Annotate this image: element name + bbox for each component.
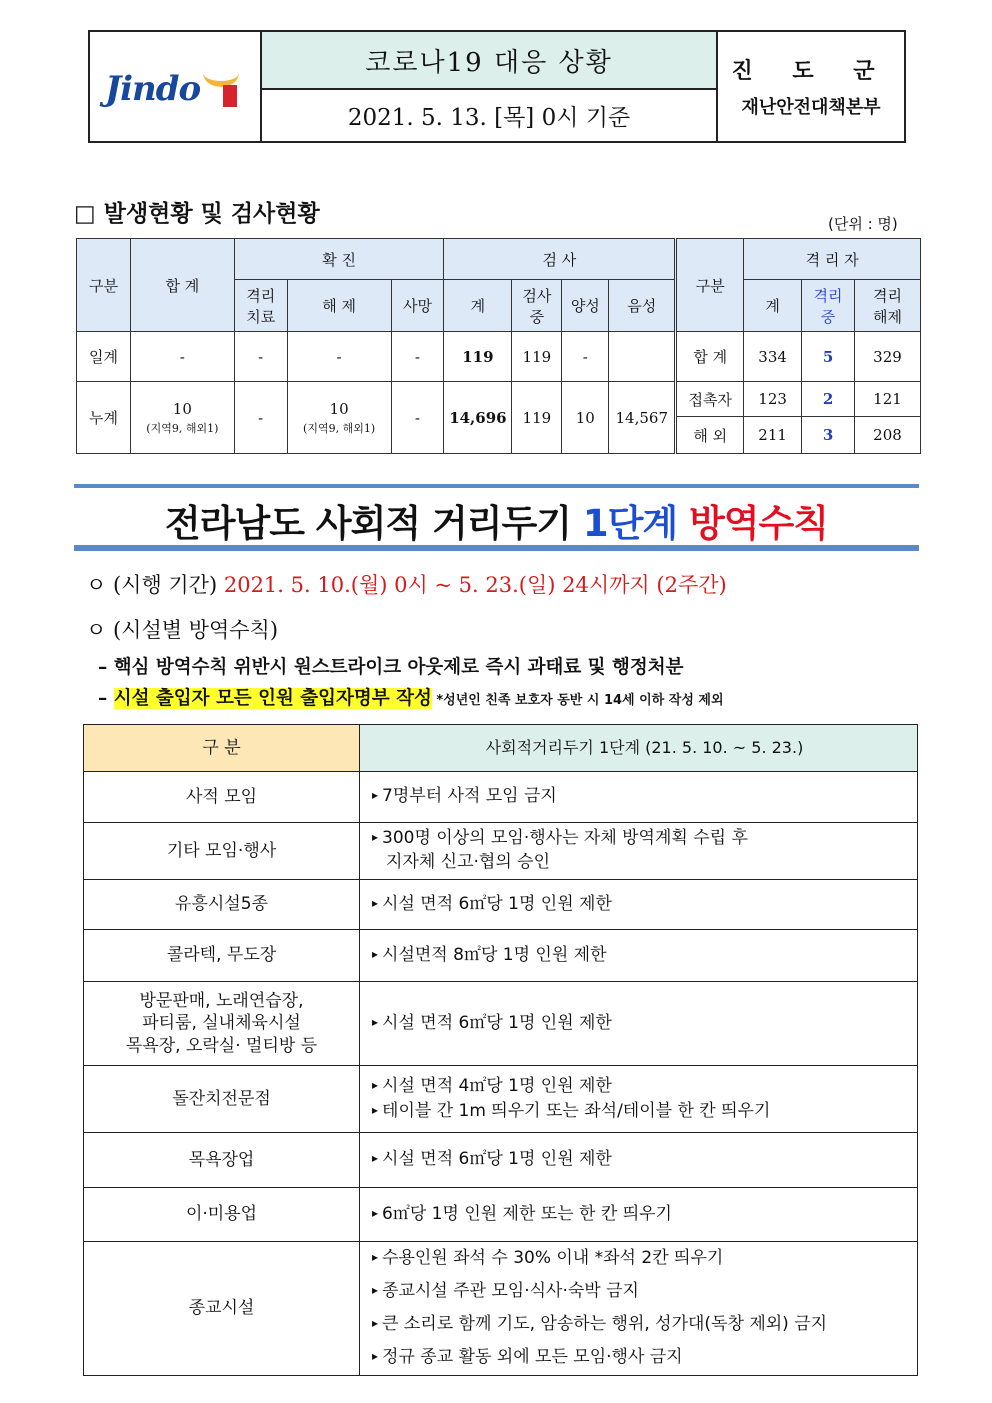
row-cumulative-treatment: -	[234, 382, 287, 454]
jindo-logo	[105, 55, 245, 115]
report-title: 코로나19 대응 상황	[261, 31, 717, 89]
q-row-sum-released: 329	[855, 332, 921, 382]
q-row-contact-isolating: 2	[802, 382, 855, 417]
rule-category: 목욕장업	[84, 1133, 360, 1188]
q-row-contact-label: 접촉자	[676, 382, 744, 417]
row-cumulative-positive: 10	[562, 382, 609, 454]
rule-category: 이·미용업	[84, 1188, 360, 1242]
row-cumulative-death: -	[391, 382, 444, 454]
stats-table	[76, 238, 921, 454]
logo-swoosh-icon	[203, 59, 239, 87]
note2-dash: –	[98, 688, 114, 709]
logo-cell	[89, 31, 261, 142]
rule-category: 기타 모임·행사	[84, 823, 360, 880]
row-cumulative-released-cell	[287, 382, 391, 454]
row-daily-testing: 119	[512, 332, 562, 382]
table-row	[84, 823, 918, 880]
q-row-overseas-total: 211	[744, 417, 802, 454]
logo-text: Jindo	[105, 68, 201, 109]
q-row-overseas-released: 208	[855, 417, 921, 454]
q-row-overseas-label: 해 외	[676, 417, 744, 454]
row-cumulative-total-cell	[130, 382, 234, 454]
rule-category: 돌잔치전문점	[84, 1066, 360, 1133]
row-daily-total: -	[130, 332, 234, 382]
row-daily-test-total: 119	[444, 332, 512, 382]
logo-seal-icon	[223, 85, 237, 107]
table-row	[84, 772, 918, 823]
rule-line: ▸ 시설 면적 6㎡당 1명 인원 제한	[372, 891, 917, 918]
q-row-contact-released: 121	[855, 382, 921, 417]
rule-category: 종교시설	[84, 1242, 360, 1376]
note2-highlight: 시설 출입자 모든 인원 출입자명부 작성	[113, 688, 432, 709]
rules-table	[83, 724, 918, 1376]
rule-line: ▸ 시설 면적 6㎡당 1명 인원 제한	[372, 1010, 917, 1037]
header-released: 해 제	[287, 280, 391, 332]
rule-cell	[360, 1188, 918, 1242]
period-value: 2021. 5. 10.(월) 0시 ~ 5. 23.(일) 24시까지 (2주간)	[223, 573, 727, 597]
row-daily-positive: -	[562, 332, 609, 382]
row-cumulative-released: 10	[329, 399, 349, 418]
rule-line: ▸ 7명부터 사적 모임 금지	[372, 783, 917, 810]
rule-cell	[360, 930, 918, 982]
row-daily-negative	[609, 332, 676, 382]
header-quarantine: 격 리 자	[744, 239, 921, 280]
header-testing: 검사 중	[512, 280, 562, 332]
header-test-total: 계	[444, 280, 512, 332]
rule-cell	[360, 823, 918, 880]
note2-exception: *성년인 친족 보호자 동반 시 14세 이하 작성 제외	[431, 693, 724, 708]
header-q-total: 계	[744, 280, 802, 332]
rule-line: ▸ 종교시설 주관 모임·식사·숙박 금지	[372, 1275, 917, 1308]
rule-cell	[360, 1066, 918, 1133]
q-row-contact-total: 123	[744, 382, 802, 417]
facility-heading: ㅇ (시설별 방역수칙)	[86, 618, 279, 642]
banner-top-rule	[74, 484, 919, 488]
rule-line: ▸ 큰 소리로 함께 기도, 암송하는 행위, 성가대(독창 제외) 금지	[372, 1308, 917, 1341]
table-row	[84, 1242, 918, 1376]
note-visitor-log	[98, 684, 724, 710]
report-date: 2021. 5. 13. [목] 0시 기준	[261, 89, 717, 142]
header-total: 합 계	[130, 239, 234, 332]
rule-line: ▸ 시설면적 8㎡당 1명 인원 제한	[372, 942, 917, 969]
row-cumulative-total: 10	[172, 399, 192, 418]
banner-part2: 1단계	[582, 502, 678, 545]
row-cumulative-test-total: 14,696	[444, 382, 512, 454]
header-treatment: 격리 치료	[234, 280, 287, 332]
row-daily-label: 일계	[77, 332, 131, 382]
table-row	[84, 1066, 918, 1133]
q-row-sum-label: 합 계	[676, 332, 744, 382]
header-category: 구분	[77, 239, 131, 332]
header-q-released: 격리 해제	[855, 280, 921, 332]
header-test: 검 사	[444, 239, 676, 280]
rule-line: ▸ 시설 면적 6㎡당 1명 인원 제한	[372, 1146, 917, 1173]
note-one-strike: – 핵심 방역수칙 위반시 원스트라이크 아웃제로 즉시 과태료 및 행정처분	[98, 657, 684, 678]
row-cumulative-released-sub: (지역9, 해외1)	[303, 421, 376, 435]
header-death: 사망	[391, 280, 444, 332]
table-row	[84, 982, 918, 1066]
rule-cell	[360, 772, 918, 823]
rules-header-category: 구 분	[84, 725, 360, 772]
row-cumulative-testing: 119	[512, 382, 562, 454]
rule-line: ▸ 수용인원 좌석 수 30% 이내 *좌석 2칸 띄우기	[372, 1242, 917, 1275]
rule-line: ▸ 6㎡당 1명 인원 제한 또는 한 칸 띄우기	[372, 1201, 917, 1228]
rules-header-rule: 사회적거리두기 1단계 (21. 5. 10. ~ 5. 23.)	[360, 725, 918, 772]
row-cumulative-total-sub: (지역9, 해외1)	[146, 421, 219, 435]
rule-cell	[360, 1242, 918, 1376]
header-confirmed: 확 진	[234, 239, 444, 280]
q-row-sum-isolating: 5	[802, 332, 855, 382]
header-negative: 음성	[609, 280, 676, 332]
header-positive: 양성	[562, 280, 609, 332]
q-row-sum-total: 334	[744, 332, 802, 382]
rule-category: 유흥시설5종	[84, 880, 360, 930]
unit-label: (단위 : 명)	[828, 215, 898, 233]
table-row	[84, 930, 918, 982]
row-daily-treatment: -	[234, 332, 287, 382]
row-cumulative-negative: 14,567	[609, 382, 676, 454]
section-title: □ 발생현황 및 검사현황	[74, 200, 320, 227]
rule-line: ▸ 테이블 간 1m 띄우기 또는 좌석/테이블 한 칸 띄우기	[372, 1099, 917, 1125]
banner-bottom-rule	[74, 545, 919, 551]
rule-cell	[360, 982, 918, 1066]
org-dept: 재난안전대책본부	[741, 97, 881, 118]
rule-line: ▸ 정규 종교 활동 외에 모든 모임·행사 금지	[372, 1341, 917, 1374]
header-category2: 구분	[676, 239, 744, 332]
banner-part3: 방역수칙	[677, 502, 828, 545]
table-row	[84, 1133, 918, 1188]
org-cell	[717, 31, 905, 142]
table-row	[84, 880, 918, 930]
banner-part1: 전라남도 사회적 거리두기	[165, 502, 583, 545]
header-q-isolating: 격리 중	[802, 280, 855, 332]
header-box	[88, 30, 906, 143]
row-daily-death: -	[391, 332, 444, 382]
rule-category: 방문판매, 노래연습장, 파티룸, 실내체육시설 목욕장, 오락실· 멀티방 등	[84, 982, 360, 1066]
rule-cell	[360, 880, 918, 930]
rule-line: 지자체 신고·협의 승인	[386, 852, 551, 872]
rule-category: 콜라텍, 무도장	[84, 930, 360, 982]
org-name: 진 도 군	[731, 58, 891, 84]
rule-cell	[360, 1133, 918, 1188]
row-daily-released: -	[287, 332, 391, 382]
rule-category: 사적 모임	[84, 772, 360, 823]
rule-line: ▸ 시설 면적 4㎡당 1명 인원 제한	[372, 1074, 917, 1100]
q-row-overseas-isolating: 3	[802, 417, 855, 454]
period-line	[86, 569, 727, 599]
row-cumulative-label: 누계	[77, 382, 131, 454]
banner-title	[74, 493, 919, 547]
rule-line: ▸ 300명 이상의 모임·행사는 자체 방역계획 수립 후	[372, 827, 917, 851]
table-row	[84, 1188, 918, 1242]
period-label: ㅇ (시행 기간)	[86, 573, 224, 597]
